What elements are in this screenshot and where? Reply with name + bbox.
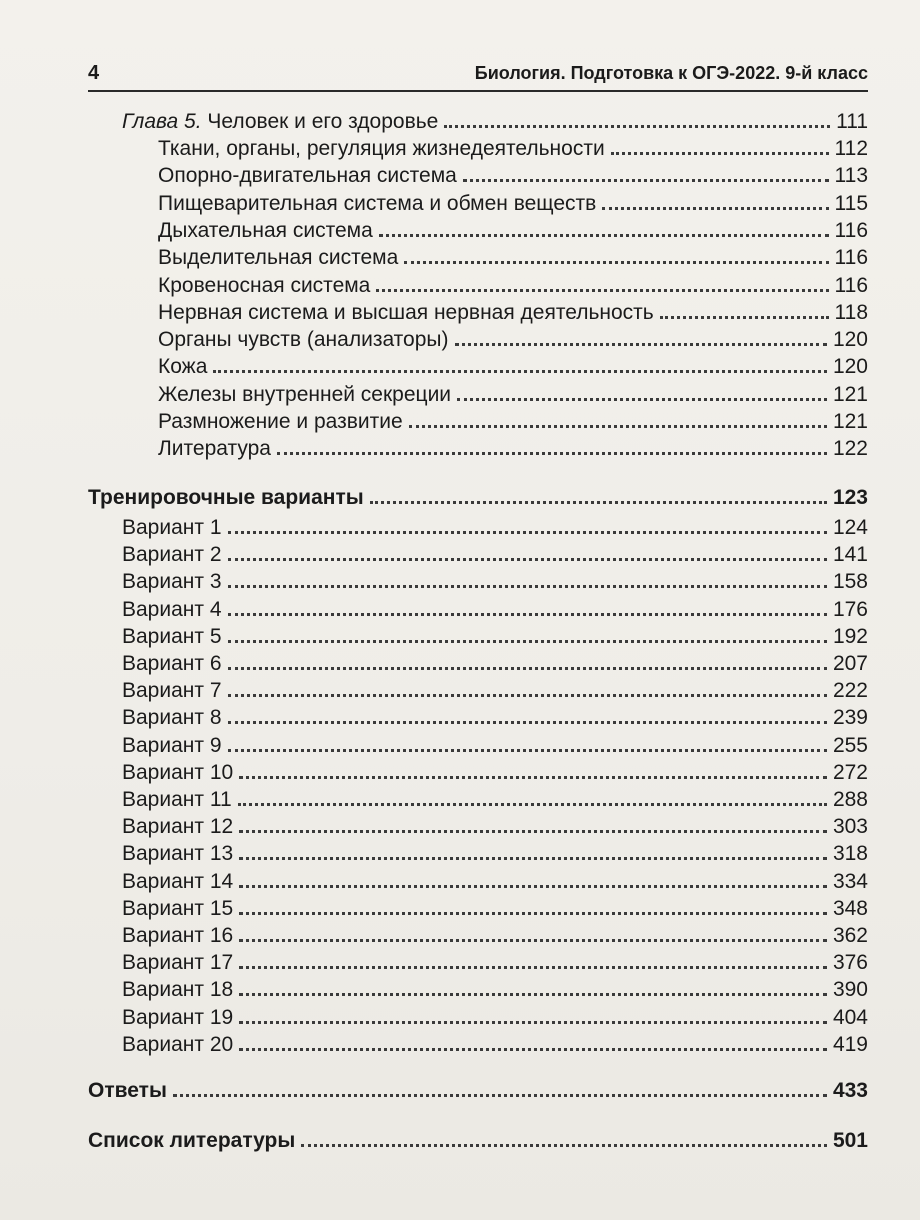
dot-leader [409, 425, 827, 428]
dot-leader [228, 558, 827, 561]
toc-entry[interactable] [158, 299, 868, 327]
toc-page-number: 158 [832, 570, 868, 594]
toc-page-number: 112 [834, 137, 868, 160]
toc-entry[interactable] [122, 568, 868, 596]
dot-leader [228, 640, 827, 643]
dot-leader [239, 776, 827, 779]
dot-leader [277, 452, 827, 455]
chapter-prefix: Глава 5. [122, 110, 202, 133]
dot-leader [370, 501, 827, 504]
toc-page-number: 318 [832, 842, 868, 866]
chapter-title: Человек и его здоровье [207, 110, 439, 133]
toc-chapter-5[interactable] [122, 108, 868, 136]
dot-leader [239, 857, 827, 860]
dot-leader [228, 613, 827, 616]
page-number: 4 [88, 62, 100, 84]
toc-bibliography[interactable] [88, 1127, 868, 1155]
toc-entry-label: Тренировочные варианты [88, 486, 364, 509]
dot-leader [376, 289, 828, 292]
toc-page-number: 419 [832, 1032, 868, 1056]
toc-entry-label: Вариант 16 [122, 924, 234, 947]
dot-leader [239, 939, 827, 942]
toc-entry-label: Вариант 19 [122, 1005, 234, 1029]
toc-page-number: 121 [832, 382, 868, 406]
toc-page-number: 348 [832, 896, 868, 920]
toc-entry-label: Вариант 2 [122, 543, 222, 567]
dot-leader [239, 993, 827, 996]
toc-entry-label: Вариант 8 [122, 706, 222, 730]
dot-leader [301, 1144, 827, 1147]
toc-page-number: 118 [834, 300, 868, 324]
toc-page-number: 121 [832, 410, 868, 433]
toc-page-number: 116 [834, 273, 868, 297]
toc-entry-label: Кровеносная система [158, 273, 371, 297]
toc-entry[interactable] [122, 895, 868, 923]
toc-page-number: 122 [832, 437, 868, 461]
toc-page-number: 124 [832, 516, 868, 539]
dot-leader [228, 721, 827, 724]
toc-entry-label: Вариант 13 [122, 842, 234, 866]
dot-leader [444, 125, 830, 128]
toc-entry[interactable] [122, 759, 868, 787]
toc-training-variants[interactable] [88, 484, 868, 512]
toc-page-number: 141 [832, 543, 868, 567]
toc-page-number: 501 [832, 1129, 868, 1152]
dot-leader [228, 749, 827, 752]
dot-leader [239, 830, 827, 833]
dot-leader [463, 179, 829, 182]
toc-page-number: 115 [834, 191, 868, 215]
toc-page-number: 116 [834, 218, 868, 242]
toc-entry-label: Вариант 7 [122, 679, 222, 703]
toc-page-number: 362 [832, 924, 868, 947]
toc-entry-label: Вариант 10 [122, 760, 234, 784]
toc-page-number: 239 [832, 706, 868, 730]
toc-entry-label: Вариант 1 [122, 516, 222, 539]
toc-page-number: 207 [832, 652, 868, 675]
toc-page-number: 272 [832, 760, 868, 784]
toc-page-number: 123 [832, 486, 868, 509]
toc-entry[interactable] [122, 1004, 868, 1032]
toc-answers[interactable] [88, 1077, 868, 1105]
toc-entry-label [122, 108, 444, 136]
toc-entry-label: Вариант 6 [122, 652, 222, 675]
dot-leader [239, 885, 827, 888]
dot-leader [404, 261, 828, 264]
toc-entry[interactable] [158, 162, 868, 190]
toc-entry[interactable] [158, 408, 868, 436]
toc-entry-label: Опорно-двигательная система [158, 164, 457, 188]
toc-entry[interactable] [122, 840, 868, 868]
toc-entry-label: Кожа [158, 355, 208, 379]
toc-entry-label: Пищеварительная система и обмен веществ [158, 191, 597, 215]
toc-entry[interactable] [122, 623, 868, 651]
dot-leader [239, 966, 827, 969]
toc-entry[interactable] [158, 190, 868, 218]
toc-entry[interactable] [122, 704, 868, 732]
running-title: Биология. Подготовка к ОГЭ-2022. 9-й класс [474, 63, 868, 83]
toc-page-number: 120 [832, 355, 868, 379]
toc-entry-label: Органы чувств (анализаторы) [158, 328, 449, 352]
toc-page-number: 390 [832, 978, 868, 1002]
toc-entry[interactable] [122, 1031, 868, 1059]
toc-entry[interactable] [158, 435, 868, 463]
dot-leader [228, 694, 827, 697]
toc-entry[interactable] [158, 244, 868, 272]
toc-entry-label: Ответы [88, 1079, 167, 1102]
toc-page-number: 255 [832, 733, 868, 757]
toc-page-number: 120 [832, 328, 868, 352]
toc-entry-label: Вариант 9 [122, 733, 222, 757]
toc-entry-label: Вариант 3 [122, 570, 222, 594]
toc-page-number: 116 [834, 246, 868, 270]
toc-page-number: 111 [836, 110, 868, 133]
toc-entry[interactable] [158, 272, 868, 300]
toc-entry[interactable] [122, 650, 868, 678]
dot-leader [611, 152, 829, 155]
toc-entry-label: Вариант 14 [122, 869, 234, 893]
toc-entry[interactable] [158, 353, 868, 381]
dot-leader [239, 912, 827, 915]
dot-leader [228, 585, 827, 588]
toc-page-number: 433 [832, 1079, 868, 1102]
toc-entry-label: Вариант 5 [122, 624, 222, 648]
toc-entry[interactable] [122, 677, 868, 705]
toc-entry-label: Список литературы [88, 1129, 296, 1152]
toc-entry-label: Дыхательная система [158, 218, 373, 242]
toc-entry-label: Вариант 17 [122, 951, 234, 975]
dot-leader [228, 531, 827, 534]
toc-entry-label: Литература [158, 437, 271, 461]
toc-entry[interactable] [158, 135, 868, 163]
toc-entry[interactable] [158, 217, 868, 245]
toc-entry-label: Выделительная система [158, 246, 399, 270]
toc-page-number: 303 [832, 815, 868, 839]
toc-entry-label: Вариант 4 [122, 597, 222, 621]
toc-entry[interactable] [122, 976, 868, 1004]
dot-leader [213, 370, 827, 373]
toc-entry-label: Вариант 20 [122, 1032, 234, 1056]
toc-entry[interactable] [122, 868, 868, 896]
toc-page-number: 192 [832, 624, 868, 648]
dot-leader [238, 803, 827, 806]
toc-page-number: 288 [832, 788, 868, 811]
toc-page-number: 176 [832, 597, 868, 621]
dot-leader [602, 207, 828, 210]
dot-leader [379, 234, 829, 237]
toc-entry-label: Вариант 18 [122, 978, 234, 1002]
toc-entry-label: Вариант 11 [122, 788, 232, 811]
dot-leader [660, 316, 829, 319]
dot-leader [239, 1021, 827, 1024]
toc-page-number: 113 [834, 164, 868, 188]
toc-page-number: 376 [832, 951, 868, 975]
toc-entry[interactable] [122, 541, 868, 569]
toc-entry[interactable] [122, 596, 868, 624]
toc-entry[interactable] [122, 514, 868, 542]
dot-leader [228, 667, 827, 670]
toc-entry-label: Железы внутренней секреции [158, 382, 452, 406]
dot-leader [239, 1048, 827, 1051]
toc-entry-label: Вариант 12 [122, 815, 234, 839]
toc-entry[interactable] [158, 381, 868, 409]
dot-leader [173, 1094, 827, 1097]
toc-entry-label: Вариант 15 [122, 896, 234, 920]
toc-entry-label: Ткани, органы, регуляция жизнедеятельности [158, 137, 605, 160]
toc-entry[interactable] [158, 326, 868, 354]
toc-entry[interactable] [122, 813, 868, 841]
dot-leader [457, 398, 827, 401]
dot-leader [455, 343, 827, 346]
toc-entry[interactable] [122, 732, 868, 760]
toc-entry-label: Нервная система и высшая нервная деятельность [158, 300, 654, 324]
toc-entry-label: Размножение и развитие [158, 410, 403, 433]
toc-page-number: 334 [832, 869, 868, 893]
toc-page-number: 222 [832, 679, 868, 703]
toc-entry[interactable] [122, 922, 868, 950]
toc-entry[interactable] [122, 786, 868, 814]
toc-entry[interactable] [122, 949, 868, 977]
toc-page-number: 404 [832, 1005, 868, 1029]
